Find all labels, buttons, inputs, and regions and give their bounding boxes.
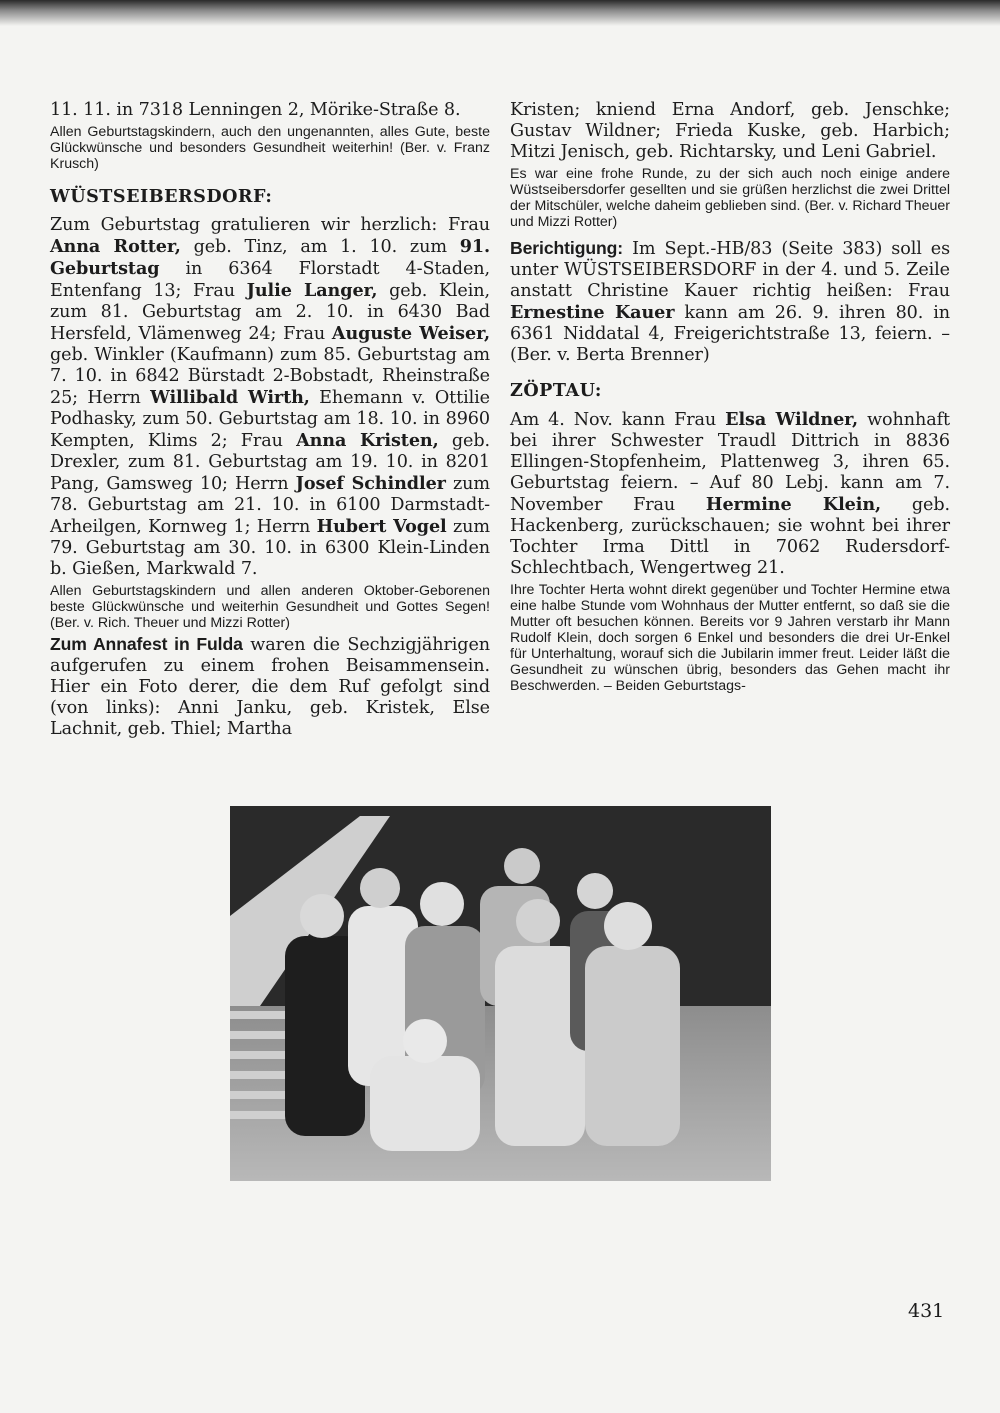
name-elsa-wildner: Elsa Wildner,	[725, 409, 859, 430]
right-paragraph-1: Kristen; kniend Erna Andorf, geb. Jenschke; Gustav Wildner; Frieda Kuske, geb. Harbich; Mitzi Jenisch, geb. Richtarsky, und Leni Gabriel.	[510, 100, 950, 162]
name-anna-rotter: Anna Rotter,	[50, 236, 181, 257]
group-photo-illustration	[230, 806, 771, 1181]
name-hubert-vogel: Hubert Vogel	[316, 516, 447, 537]
name-auguste-weiser: Auguste Weiser,	[331, 323, 490, 344]
left-paragraph-greetings: Allen Geburtstagskindern und allen anderen Oktober-Geborenen beste Glückwünsche und weiterhin Gesundheit und Gottes Segen! (Ber. v. Rich. Theuer und Mizzi Rotter)	[50, 583, 490, 631]
text-span: geb. Hackenberg, zurückschauen; sie wohnt bei ihrer Tochter Irma Dittl in 7062 Rudersdorf-Schlechtbach, Wengertweg 21.	[510, 495, 950, 578]
text-span: geb. Winkler (Kaufmann) zum 85. Geburtstag am 7. 10. in 6842 Bürstadt 2-Bobstadt, Rheinstraße 25; Herrn	[50, 345, 490, 408]
left-paragraph-annafest	[50, 634, 490, 740]
page-top-edge	[0, 0, 1000, 26]
right-paragraph-zoeptau	[510, 409, 950, 579]
text-span: Ehemann v. Ottilie Podhasky, zum 50. Geburtstag am 18. 10. in 8960 Kempten, Klims 2; Frau	[50, 388, 490, 451]
heading-zoeptau: ZÖPTAU:	[510, 380, 602, 401]
name-josef-schindler: Josef Schindler	[295, 473, 446, 494]
text-span: zum 78. Geburtstag am 21. 10. in 6100 Darmstadt-Arheilgen, Kornweg 1; Herrn	[50, 474, 490, 537]
text-span: waren die Sechzigjährigen aufgerufen zu einem frohen Beisammensein. Hier ein Foto derer, die dem Ruf gefolgt sind (von links): Anni Janku, geb. Kristek, Else Lachnit, geb. Thiel; Martha	[50, 635, 490, 739]
name-anna-kristen: Anna Kristen,	[296, 430, 439, 451]
name-ernestine-kauer: Ernestine Kauer	[510, 302, 675, 323]
left-column	[50, 100, 490, 743]
text-span: wohnhaft bei ihrer Schwester Traudl Dittrich in 8836 Ellingen-Stopfenheim, Plattenweg 3, ihren 65. Geburtstag feiern. – Auf 80 Lebj. kann am 7. November Frau	[510, 410, 950, 515]
right-paragraph-2: Es war eine frohe Runde, zu der sich auch noch einige andere Wüstseibersdorfer gesellten und sie grüßen herzlichst die zwei Drittel der Mitschüler, welche daheim geblieben sind. (Ber. v. Richard Theuer und Mizzi Rotter)	[510, 166, 950, 230]
text-span: geb. Drexler, zum 81. Geburtstag am 19. 10. in 8201 Pang, Gamsweg 10; Herrn	[50, 431, 490, 494]
name-hermine-klein: Hermine Klein,	[705, 494, 882, 515]
text-span: geb. Klein, zum 81. Geburtstag am 2. 10. in 6430 Bad Hersfeld, Vlämenweg 24; Frau	[50, 281, 490, 344]
name-willibald-wirth: Willibald Wirth,	[150, 387, 310, 408]
left-paragraph-2: Allen Geburtstagskindern, auch den ungenannten, alles Gute, beste Glückwünsche und besonders Gesundheit weiterhin! (Ber. v. Franz Krusch)	[50, 124, 490, 172]
right-paragraph-family: Ihre Tochter Herta wohnt direkt gegenüber und Tochter Hermine etwa eine halbe Stunde vom Wohnhaus der Mutter entfernt, so daß sie die Mutter oft besuchen können. Bereits vor 9 Jahren verstarb ihr Mann Rudolf Klein, doch sorgen 6 Enkel und besonders die drei Ur-Enkel für Unterhaltung, worauf sich die Jubilarin immer freut. Leider läßt die Gesundheit zu wünschen übrig, besonders das Gehen macht ihr Beschwerden. – Beiden Geburtstags-	[510, 582, 950, 694]
lead-berichtigung: Berichtigung:	[510, 238, 624, 258]
bold-91-geburtstag: 91. Geburtstag	[50, 236, 490, 279]
right-paragraph-berichtigung	[510, 238, 950, 366]
lead-annafest: Zum Annafest in Fulda	[50, 634, 243, 654]
text-span: Zum Geburtstag gratulieren wir herzlich: Frau	[50, 215, 490, 235]
text-span: Am 4. Nov. kann Frau	[510, 410, 726, 430]
text-span: geb. Tinz, am 1. 10. zum	[180, 237, 460, 257]
text-span: kann am 26. 9. ihren 80. in 6361 Niddatal 4, Freigerichtstraße 13, feiern. – (Ber. v. Berta Brenner)	[510, 303, 951, 365]
heading-wuestseibersdorf: WÜSTSEIBERSDORF:	[50, 186, 273, 207]
group-photo	[230, 806, 771, 1181]
text-span: Im Sept.-HB/83 (Seite 383) soll es unter WÜSTSEIBERSDORF in der 4. und 5. Zeile anstatt Christine Kauer richtig heißen: Frau	[510, 239, 950, 301]
text-span: in 6364 Florstadt 4-Staden, Entenfang 13; Frau	[50, 259, 490, 301]
page-number: 431	[908, 1300, 945, 1322]
name-julie-langer: Julie Langer,	[246, 280, 378, 301]
left-paragraph-1: 11. 11. in 7318 Lenningen 2, Mörike-Straße 8.	[50, 100, 461, 120]
right-column	[510, 100, 950, 697]
left-paragraph-birthdays	[50, 215, 490, 580]
text-span: zum 79. Geburtstag am 30. 10. in 6300 Klein-Linden b. Gießen, Markwald 7.	[50, 517, 490, 579]
